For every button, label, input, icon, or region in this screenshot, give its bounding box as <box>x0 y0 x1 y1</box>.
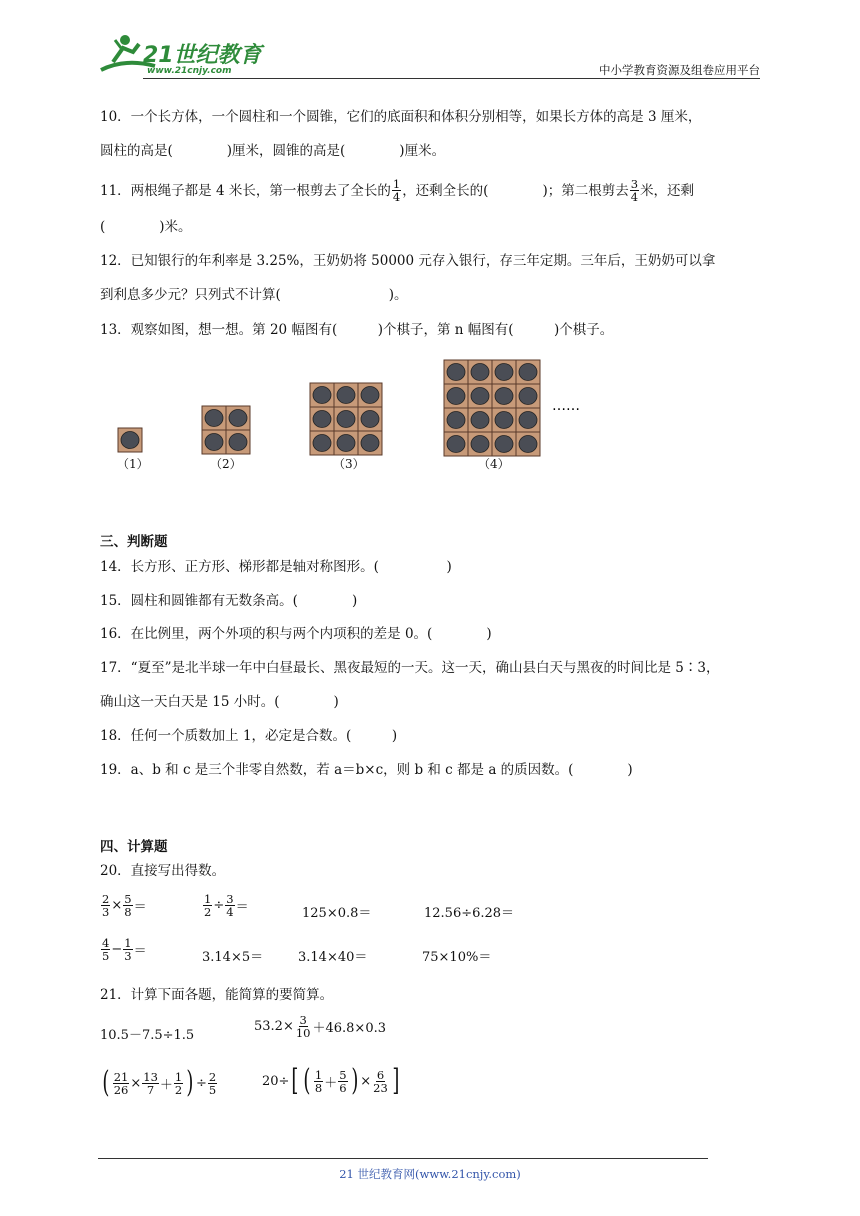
question-10-line1: 10．一个长方体，一个圆柱和一个圆锥，它们的底面积和体积分别相等，如果长方体的高是 3 厘米， <box>100 109 702 125</box>
q11-text-b: ，还剩全长的( )；第二根剪去 <box>402 182 629 199</box>
q11-fraction-2: $\frac{3}{4}$ <box>630 177 639 204</box>
q11-text-a: 11．两根绳子都是 4 米长，第一根剪去了全长的 <box>100 182 391 199</box>
section-4-title: 四、计算题 <box>100 839 168 855</box>
section-3-title: 三、判断题 <box>100 534 168 550</box>
chess-piece <box>313 387 331 404</box>
q11-fraction-1: $\frac{1}{4}$ <box>392 177 401 204</box>
question-17-line1: 17．“夏至”是北半球一年中白昼最长、黑夜最短的一天。这一天，确山县白天与黑夜的时间比是 5∶3， <box>100 660 720 676</box>
chess-piece <box>519 388 537 405</box>
question-15: 15．圆柱和圆锥都有无数条高。( ) <box>100 593 358 609</box>
chess-piece <box>495 412 513 429</box>
chess-piece <box>361 435 379 452</box>
header-right-text: 中小学教育资源及组卷应用平台 <box>599 63 760 77</box>
calc-r2-e4: 75×10%＝ <box>422 950 492 965</box>
calc-21-1: 10.5－7.5÷1.5 <box>100 1028 195 1043</box>
chess-piece <box>495 436 513 453</box>
chess-piece <box>121 432 139 449</box>
question-21: 21．计算下面各题，能简算的要简算。 <box>100 987 334 1003</box>
chess-piece <box>361 411 379 428</box>
calc-r2-e3: 3.14×40＝ <box>298 950 368 965</box>
figure-label-4: （4） <box>478 457 510 471</box>
chess-piece <box>471 436 489 453</box>
q11-text-c: 米，还剩 <box>640 182 695 199</box>
header <box>95 28 760 80</box>
footer-rule <box>98 1158 708 1159</box>
calc-21-4: 20÷ [ ( $\frac{1}{8}$ ＋ $\frac{5}{6}$ ) × $\frac{6}{23}$ ] <box>262 1063 400 1098</box>
figure-label-2: （2） <box>210 457 242 471</box>
calc-r1-e4: 12.56÷6.28＝ <box>424 906 515 921</box>
chess-piece <box>313 411 331 428</box>
figure-ellipsis: …… <box>552 398 580 414</box>
chess-piece <box>337 435 355 452</box>
calc-r2-e2: 3.14×5＝ <box>202 950 264 965</box>
chess-grid-4 <box>444 360 540 456</box>
question-13: 13．观察如图，想一想。第 20 幅图有( )个棋子，第 n 幅图有( )个棋子。 <box>100 322 614 338</box>
logo-text: 21世纪教育 <box>143 43 262 68</box>
chess-piece <box>447 364 465 381</box>
chess-piece <box>471 388 489 405</box>
question-16: 16．在比例里，两个外项的积与两个内项积的差是 0。( ) <box>100 626 492 642</box>
calc-21-2: 53.2× $\frac{3}{10}$ ＋46.8×0.3 <box>254 1013 386 1040</box>
calc-r1-e2: $\frac{1}{2}$ ÷ $\frac{3}{4}$ ＝ <box>204 892 249 919</box>
footer-text: 21 世纪教育网(www.21cnjy.com) <box>339 1167 521 1181</box>
question-10-line2: 圆柱的高是( )厘米，圆锥的高是( )厘米。 <box>100 143 446 159</box>
chess-piece <box>229 410 247 427</box>
chess-piece <box>519 364 537 381</box>
figure-label-1: （1） <box>117 457 149 471</box>
question-12-line2: 到利息多少元？只列式不计算( )。 <box>100 287 408 303</box>
chess-piece <box>205 410 223 427</box>
header-rule <box>143 78 760 79</box>
calc-r1-e1: $\frac{2}{3}$ × $\frac{5}{8}$ ＝ <box>102 892 147 919</box>
chess-piece <box>519 412 537 429</box>
chess-piece <box>495 364 513 381</box>
chess-piece <box>471 412 489 429</box>
chess-piece <box>447 412 465 429</box>
chess-piece <box>337 387 355 404</box>
chess-piece <box>519 436 537 453</box>
question-17-line2: 确山这一天白天是 15 小时。( ) <box>100 694 339 710</box>
question-14: 14．长方形、正方形、梯形都是轴对称图形。( ) <box>100 559 452 575</box>
chess-piece <box>313 435 331 452</box>
question-20: 20．直接写出得数。 <box>100 863 226 879</box>
chess-piece <box>471 364 489 381</box>
calc-21-3: ( $\frac{21}{26}$ × $\frac{13}{7}$ ＋ $\frac{1}{2}$ ) ÷ $\frac{2}{5}$ <box>102 1065 217 1100</box>
chess-grid-3 <box>310 383 382 455</box>
chess-piece <box>205 434 223 451</box>
chess-grid-2 <box>202 406 250 454</box>
logo-url: www.21cnjy.com <box>147 66 232 76</box>
chess-pattern-figure <box>110 358 610 458</box>
chess-piece <box>447 388 465 405</box>
question-11-line1 <box>100 178 694 203</box>
question-11-line2: ( )米。 <box>100 219 192 235</box>
question-18: 18．任何一个质数加上 1，必定是合数。( ) <box>100 728 398 744</box>
chess-piece <box>229 434 247 451</box>
chess-piece <box>447 436 465 453</box>
question-12-line1: 12．已知银行的年利率是 3.25%，王奶奶将 50000 元存入银行，存三年定期。三年后，王奶奶可以拿 <box>100 253 716 269</box>
calc-r1-e3: 125×0.8＝ <box>302 906 372 921</box>
calc-r2-e1: $\frac{4}{5}$ − $\frac{1}{3}$ ＝ <box>102 936 147 963</box>
question-19: 19．a、b 和 c 是三个非零自然数，若 a＝b×c，则 b 和 c 都是 a 的质因数。( ) <box>100 762 633 778</box>
chess-piece <box>337 411 355 428</box>
chess-piece <box>495 388 513 405</box>
figure-label-3: （3） <box>333 457 365 471</box>
chess-piece <box>361 387 379 404</box>
chess-grid-1 <box>118 428 142 452</box>
